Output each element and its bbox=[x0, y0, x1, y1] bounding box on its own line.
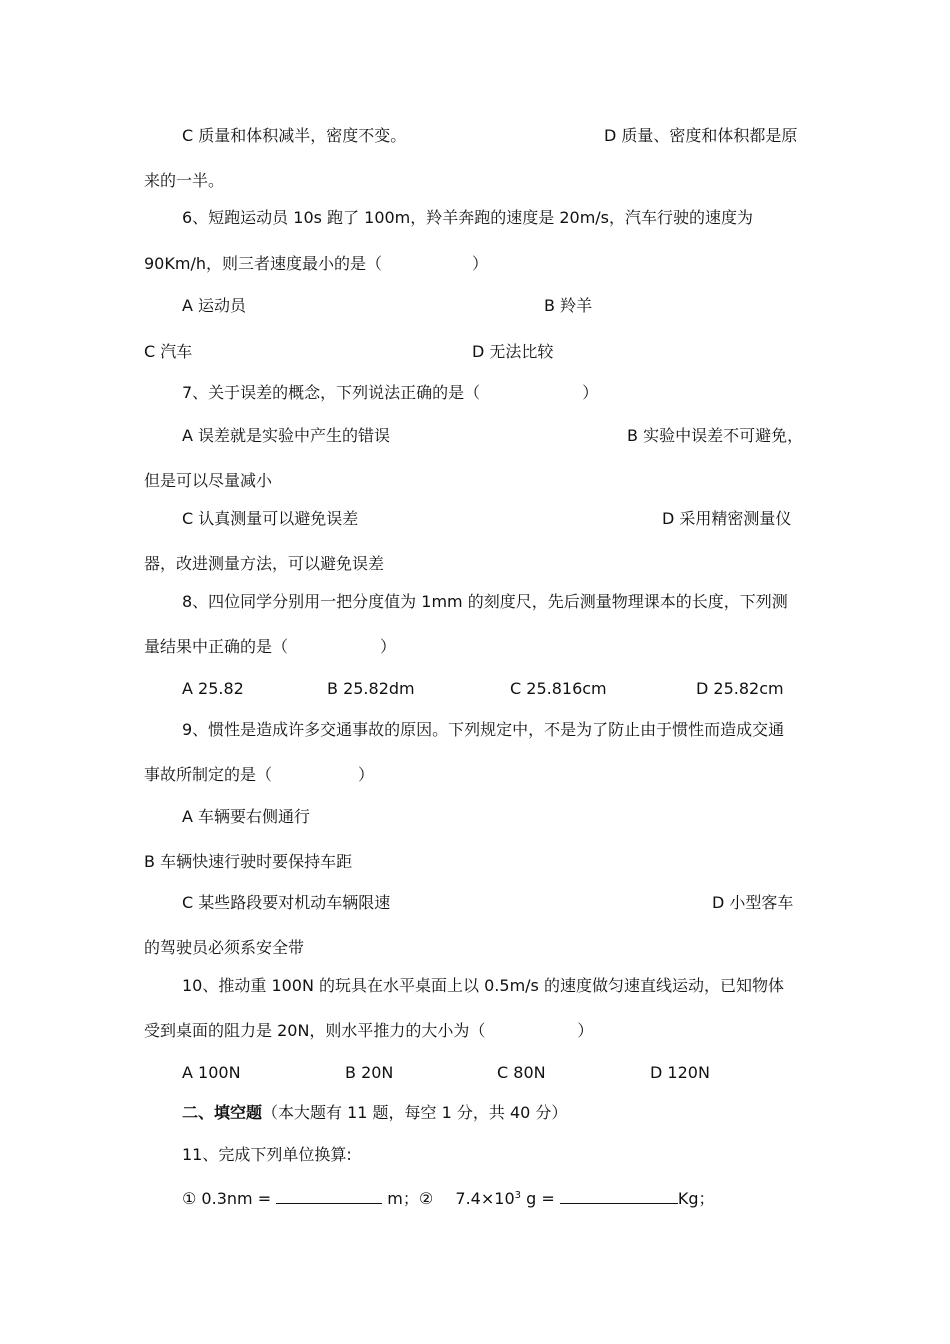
q8-option-a: A 25.82 bbox=[182, 679, 244, 698]
q7-option-b: B 实验中误差不可避免， bbox=[627, 426, 804, 445]
q10-option-c: C 80N bbox=[497, 1063, 546, 1082]
q7-option-b-continued: 但是可以尽量减小 bbox=[144, 471, 273, 490]
q7-option-a: A 误差就是实验中产生的错误 bbox=[182, 426, 391, 445]
q11-item-2: $7.4\times 10^3$ g = bbox=[455, 1189, 555, 1208]
q10-stem-line2: 受到桌面的阻力是 20N，则水平推力的大小为（ ） bbox=[144, 1021, 594, 1040]
q10-option-b: B 20N bbox=[345, 1063, 394, 1082]
section-2-title: 二、填空题 bbox=[182, 1103, 263, 1122]
q11-blank-2[interactable] bbox=[560, 1186, 678, 1204]
q11-blank-1[interactable] bbox=[276, 1186, 382, 1204]
section-2-heading bbox=[182, 1103, 567, 1123]
q7-option-d-continued: 器，改进测量方法，可以避免误差 bbox=[144, 554, 385, 573]
section-2-note: （本大题有 11 题，每空 1 分，共 40 分） bbox=[262, 1103, 568, 1122]
q8-stem-line2: 量结果中正确的是（ ） bbox=[144, 637, 397, 656]
q9-option-d-continued: 的驾驶员必须系安全带 bbox=[144, 938, 305, 957]
q10-option-d: D 120N bbox=[650, 1063, 710, 1082]
q11-unit-2: Kg； bbox=[677, 1189, 715, 1208]
q8-option-c: C 25.816cm bbox=[510, 679, 607, 698]
q9-stem-line2: 事故所制定的是（ ） bbox=[144, 765, 375, 784]
q6-stem-line1: 6、短跑运动员 10s 跑了 100m，羚羊奔跑的速度是 20m/s，汽车行驶的速度为 bbox=[182, 208, 754, 227]
q11-unit-1: m；② bbox=[387, 1189, 434, 1208]
q6-option-d: D 无法比较 bbox=[472, 342, 554, 361]
q8-option-b: B 25.82dm bbox=[327, 679, 415, 698]
q5-option-d-continued: 来的一半。 bbox=[144, 171, 225, 190]
q6-option-b: B 羚羊 bbox=[544, 296, 593, 315]
q10-stem-line1: 10、推动重 100N 的玩具在水平桌面上以 0.5m/s 的速度做匀速直线运动，已知物体 bbox=[182, 976, 784, 995]
q8-option-d: D 25.82cm bbox=[696, 679, 784, 698]
q8-stem-line1: 8、四位同学分别用一把分度值为 1mm 的刻度尺，先后测量物理课本的长度，下列测 bbox=[182, 592, 788, 611]
q9-option-c: C 某些路段要对机动车辆限速 bbox=[182, 893, 391, 912]
q9-option-a: A 车辆要右侧通行 bbox=[182, 807, 311, 826]
q10-option-a: A 100N bbox=[182, 1063, 241, 1082]
q9-stem-line1: 9、惯性是造成许多交通事故的原因。下列规定中，不是为了防止由于惯性而造成交通 bbox=[182, 720, 785, 739]
q5-option-c: C 质量和体积减半，密度不变。 bbox=[182, 126, 407, 145]
q6-option-c: C 汽车 bbox=[144, 342, 193, 361]
q5-option-d: D 质量、密度和体积都是原 bbox=[604, 126, 798, 145]
q11-conversions bbox=[182, 1186, 714, 1209]
q9-option-d: D 小型客车 bbox=[712, 893, 794, 912]
q7-option-d: D 采用精密测量仪 bbox=[662, 509, 792, 528]
q9-option-b: B 车辆快速行驶时要保持车距 bbox=[144, 852, 353, 871]
q6-stem-line2: 90Km/h，则三者速度最小的是（ ） bbox=[144, 254, 488, 273]
q6-option-a: A 运动员 bbox=[182, 296, 247, 315]
q11-item-1: ① 0.3nm = bbox=[182, 1189, 272, 1208]
q11-stem: 11、完成下列单位换算: bbox=[182, 1145, 352, 1164]
q7-stem: 7、关于误差的概念，下列说法正确的是（ ） bbox=[182, 383, 599, 402]
q7-option-c: C 认真测量可以避免误差 bbox=[182, 509, 359, 528]
